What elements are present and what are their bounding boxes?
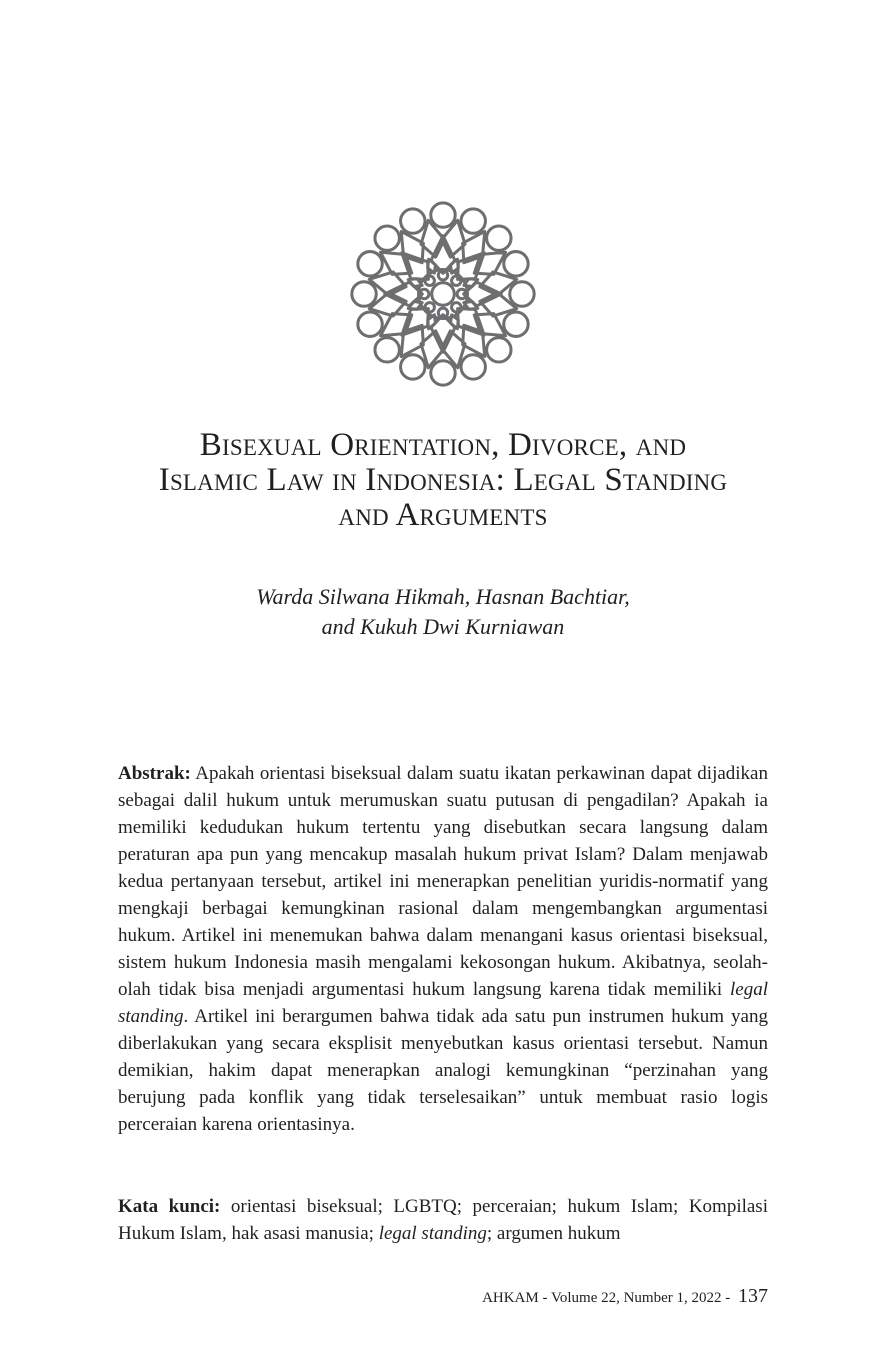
authors-line-1: Warda Silwana Hikmah, Hasnan Bachtiar, [256,584,630,609]
title-line-3: and Arguments [338,497,548,533]
keywords-text-start: orientasi biseksual; LGBTQ; perceraian; hukum Islam; Kompilasi Hukum Islam, hak asasi manusia; [118,1196,768,1244]
footer-separator: - [725,1290,731,1306]
authors-line-2: and Kukuh Dwi Kurniawan [321,614,565,639]
page-footer [482,1284,768,1310]
keywords-paragraph [118,1193,768,1247]
keywords-text-end: ; argumen hukum [486,1223,621,1244]
page-number: 137 [738,1285,768,1307]
abstract-paragraph [118,760,768,1138]
abstract-text-start: Apakah orientasi biseksual dalam suatu ikatan perkawinan dapat dijadikan sebagai dalil hukum untuk merumuskan suatu putusan di pengadilan? Apakah ia memiliki kedudukan hukum tertentu yang disebutkan secara langsung dalam peraturan apa pun yang mencakup masalah hukum privat Islam? Dalam menjawab kedua pertanyaan tersebut, artikel ini menerapkan penelitian yuridis-normatif yang mengkaji berbagai kemungkinan rasional dalam mengembangkan argumentasi hukum. Artikel ini menemukan bahwa dalam menangani kasus orientasi biseksual, sistem hukum Indonesia masih mengalami kekosongan hukum. Akibatnya, seolah-olah tidak bisa menjadi argumentasi hukum langsung karena tidak memiliki [118,763,768,1000]
abstract-label: Abstrak: [118,763,191,784]
title-line-2: Islamic Law in Indonesia: Legal Standing [158,462,728,498]
title-line-1: Bisexual Orientation, Divorce, and [199,427,687,463]
rosette-ornament-icon [349,200,537,388]
footer-journal: AHKAM - Volume 22, Number 1, 2022 [482,1290,722,1306]
keywords-label: Kata kunci: [118,1196,221,1217]
keywords-italic-term: legal standing [378,1223,487,1244]
abstract-italic-term: legal standing [118,979,768,1027]
author-list [90,582,796,642]
article-title [90,428,796,533]
abstract-text-end: . Artikel ini berargumen bahwa tidak ada satu pun instrumen hukum yang diberlakukan yang secara eksplisit menyebutkan kasus orientasi tersebut. Namun demikian, hakim dapat menerapkan analogi kemungkinan “perzinahan yang berujung pada konflik yang tidak terselesaikan” untuk membuat rasio logis perceraian karena orientasinya. [118,1006,768,1135]
